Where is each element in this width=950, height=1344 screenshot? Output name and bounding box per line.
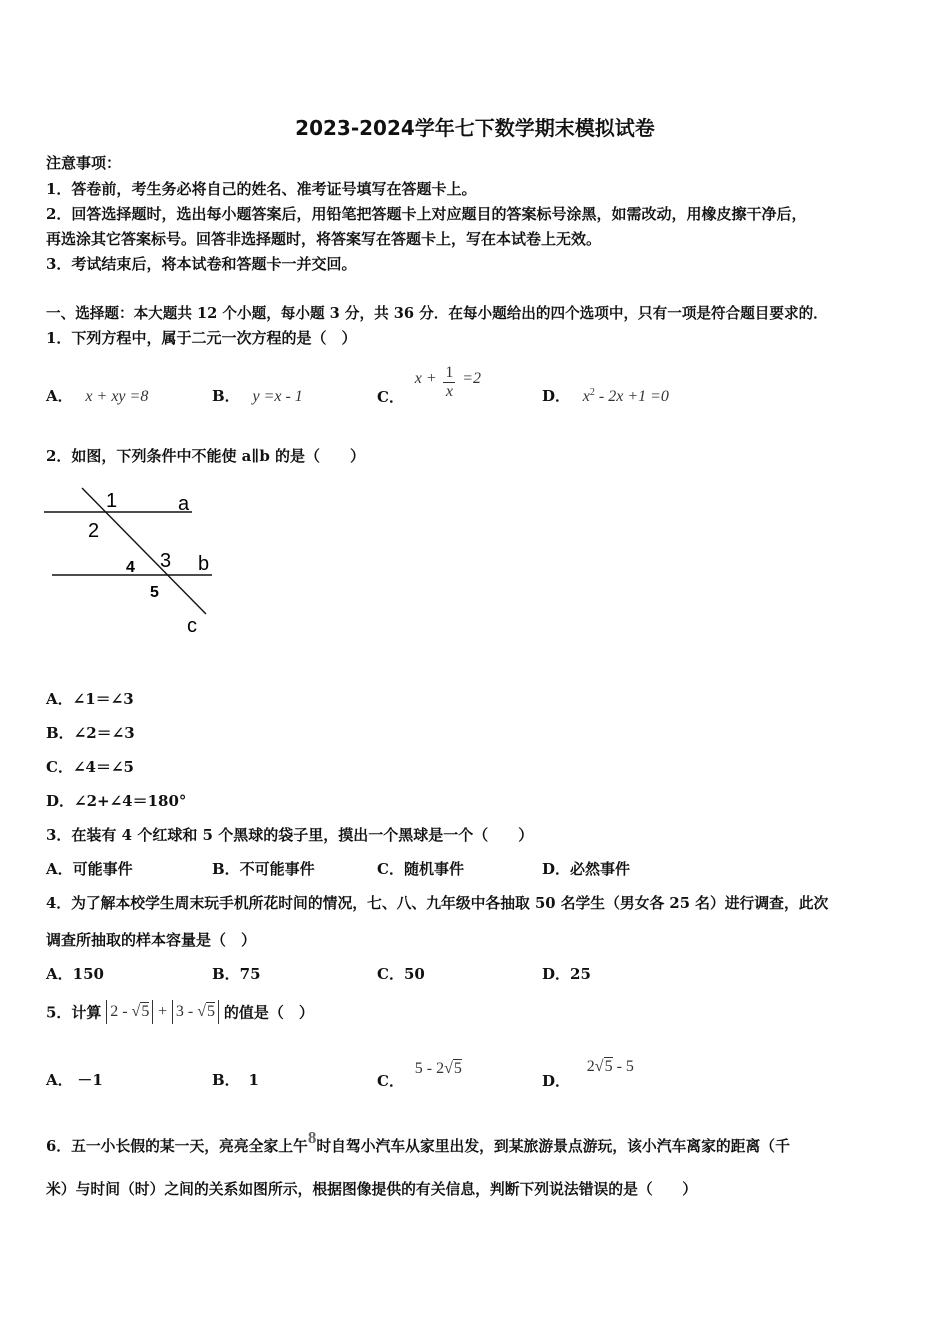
q5-abs1-radicand: 5 [141, 1003, 150, 1020]
q5-label-c: C． [377, 1072, 404, 1090]
line-label-b: b [198, 553, 210, 575]
question-4-stem-line2: 调查所抽取的样本容量是（ ） [46, 931, 257, 949]
q5-value-c-prefix: 5 - 2 [414, 1060, 445, 1077]
q5-option-b [212, 1069, 259, 1090]
question-1-stem: 1．下列方程中，属于二元一次方程的是（ ） [46, 329, 357, 347]
q4-option-b: B．75 [212, 965, 261, 983]
q1-option-d [542, 385, 669, 406]
parallel-lines-figure [40, 482, 230, 642]
q3-option-a: A．可能事件 [46, 860, 133, 878]
question-3-stem: 3．在装有 4 个红球和 5 个黑球的袋子里，摸出一个黑球是一个（ ） [46, 826, 534, 844]
notice-item-2-cont: 再选涂其它答案标号。回答非选择题时，将答案写在答题卡上，写在本试卷上无效。 [46, 230, 602, 248]
q3-option-c: C．随机事件 [377, 860, 464, 878]
q1-formula-b: y =x - 1 [252, 388, 303, 405]
q5-label-a: A． [46, 1071, 73, 1089]
q4-option-d: D．25 [542, 965, 591, 983]
angle-label-2: 2 [88, 520, 100, 542]
q5-stem-prefix: 5．计算 [46, 1003, 102, 1022]
q1-fraction-denominator: x [445, 383, 453, 400]
q6-hour: 8 [307, 1128, 317, 1147]
angle-label-1: 1 [106, 490, 118, 512]
q5-absolute-2: 3 - √5 [172, 1000, 219, 1024]
q1-formula-c-left: x + [414, 370, 437, 387]
q1-fraction-numerator: 1 [445, 364, 454, 381]
q4-option-a: A．150 [46, 965, 104, 983]
q4-option-c: C．50 [377, 965, 425, 983]
q5-absolute-1: 2 - √5 [106, 1000, 153, 1024]
q5-plus: + [158, 1003, 168, 1020]
q1-label-d: D． [542, 387, 571, 405]
q5-option-d [542, 1058, 634, 1091]
q5-option-a [46, 1069, 103, 1090]
q5-abs2-radicand: 5 [207, 1003, 216, 1020]
notice-item-2: 2．回答选择题时，选出每小题答案后，用铅笔把答题卡上对应题目的答案标号涂黑，如需改动，用橡皮擦干净后， [46, 205, 807, 223]
q5-option-c [377, 1060, 462, 1091]
question-2-stem: 2．如图，下列条件中不能使 a∥b 的是（ ） [46, 447, 366, 465]
q2-option-b: B．∠2＝∠3 [46, 724, 135, 742]
q3-option-b: B．不可能事件 [212, 860, 315, 878]
notice-item-3: 3．考试结束后，将本试卷和答题卡一并交回。 [46, 255, 357, 273]
q1-label-b: B． [212, 387, 240, 405]
angle-label-5: 5 [150, 584, 159, 601]
q1-option-b [212, 385, 303, 406]
question-6-stem-line1 [46, 1128, 790, 1156]
question-5-stem [46, 1000, 314, 1024]
q1-formula-d-x: x [582, 388, 590, 405]
section-heading: 一、选择题：本大题共 12 个小题，每小题 3 分，共 36 分．在每小题给出的四个选项中，只有一项是符合题目要求的． [46, 305, 828, 322]
q3-option-d: D．必然事件 [542, 860, 631, 878]
question-6-stem-line2: 米）与时间（时）之间的关系如图所示，根据图像提供的有关信息，判断下列说法错误的是（ ） [46, 1181, 698, 1198]
q6-stem-part1: 6．五一小长假的某一天，亮亮全家上午 [46, 1138, 308, 1155]
q5-label-b: B． [212, 1071, 240, 1089]
notice-heading: 注意事项： [46, 154, 122, 172]
q5-label-d: D． [542, 1072, 571, 1090]
q1-option-c [377, 364, 481, 407]
q1-formula-d-exponent: 2 [589, 387, 595, 398]
angle-label-3: 3 [160, 550, 172, 572]
q1-formula-a: x + xy =8 [85, 388, 149, 405]
q1-formula-c-right: =2 [462, 370, 481, 387]
line-label-c: c [187, 615, 197, 637]
q5-value-d-suffix: - 5 [612, 1058, 634, 1075]
q5-value-a: －1 [77, 1071, 103, 1089]
q2-option-a: A．∠1＝∠3 [46, 690, 134, 708]
q2-option-c: C．∠4＝∠5 [46, 758, 134, 776]
q5-value-d: 2√5 - 5 [586, 1058, 634, 1075]
q5-value-d-prefix: 2 [586, 1058, 595, 1075]
q1-label-a: A． [46, 387, 73, 405]
q1-formula-d-rest: - 2x +1 =0 [594, 388, 669, 405]
q1-fraction [443, 364, 455, 401]
q2-option-d: D．∠2+∠4＝180° [46, 792, 187, 810]
q1-option-a [46, 385, 148, 406]
notice-item-1: 1．答卷前，考生务必将自己的姓名、准考证号填写在答题卡上。 [46, 180, 477, 198]
question-4-stem-line1: 4．为了解本校学生周末玩手机所花时间的情况，七、八、九年级中各抽取 50 名学生（男女各 25 名）进行调查，此次 [46, 895, 829, 912]
line-label-a: a [178, 493, 190, 515]
q5-value-c-radicand: 5 [453, 1060, 462, 1077]
angle-label-4: 4 [126, 559, 135, 576]
q5-abs2-term: 3 - [175, 1003, 194, 1020]
q5-value-d-radicand: 5 [604, 1058, 613, 1075]
q5-value-c: 5 - 2√5 [414, 1060, 462, 1077]
q5-value-b: 1 [248, 1071, 259, 1089]
q5-abs1-term: 2 - [110, 1003, 128, 1020]
q1-label-c: C． [377, 388, 404, 406]
q5-stem-suffix: 的值是（ ） [223, 1003, 314, 1022]
q6-stem-part2: 时自驾小汽车从家里出发，到某旅游景点游玩，该小汽车离家的距离（千 [316, 1138, 790, 1155]
page-title: 2023-2024学年七下数学期末模拟试卷 [295, 116, 655, 140]
